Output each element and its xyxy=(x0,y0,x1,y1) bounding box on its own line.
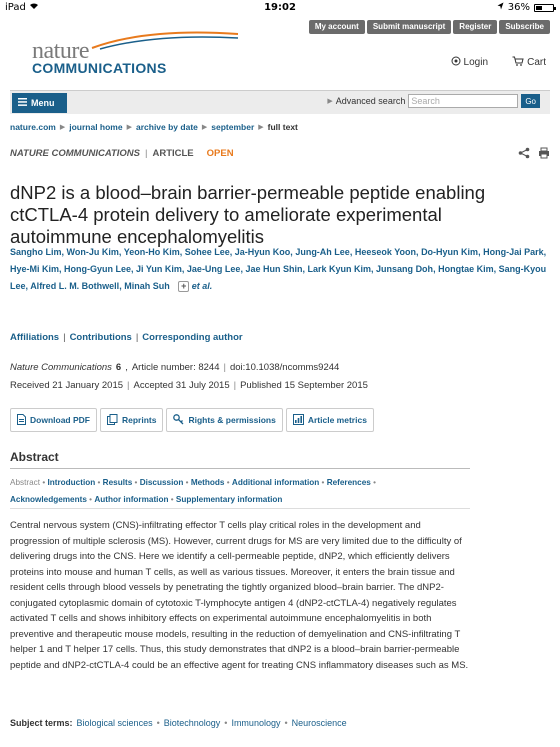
separator: | xyxy=(233,380,237,391)
battery-icon xyxy=(534,4,554,12)
author-link[interactable]: Sangho Lim xyxy=(10,247,62,257)
menu-button[interactable] xyxy=(12,93,67,113)
author-link[interactable]: Ji Yun Kim xyxy=(136,264,182,274)
register-link[interactable]: Register xyxy=(453,20,497,34)
section-nav xyxy=(10,474,480,508)
affiliations-link[interactable]: Affiliations xyxy=(10,332,60,343)
date-published: Published 15 September 2015 xyxy=(240,380,368,391)
separator: | xyxy=(127,380,130,391)
metrics-icon xyxy=(293,414,304,427)
breadcrumb-separator-icon: ▶ xyxy=(201,124,208,131)
abstract-text: Central nervous system (CNS)-infiltrating effector T cells play critical roles in the development and progression of multiple sclerosis (MS). However, current drugs for MS are very limited due to the difficulty of delivering drugs into the CNS. Here we identify a cell-permeable peptide, dNP2, which efficiently delivers proteins into mouse and human T cells, as well as various tissues. Moreover, it enters the brain tissue and resident cells through blood vessels by penetrating the tightly organized blood–brain barrier. The dNP2-conjugated cytoplasmic domain of cytotoxic T-lymphocyte antigen 4 (dNP2-ctCTLA-4) negatively regulates activated T cells and shows inhibitory effects on experimental autoimmune encephalomyelitis in both preventive and therapeutic mouse models, resulting in the reduction of demyelination and CNS-infiltrating T helper 1 and T helper 17 cells. Thus, this study demonstrates that dNP2 is a blood–brain barrier-permeable peptide and dNP2-ctCTLA-4 could be an effective agent for treating CNS inflammatory diseases such as MS. xyxy=(10,520,469,671)
section-divider xyxy=(10,508,470,509)
author-link[interactable]: Hong-Jai Park xyxy=(483,247,544,257)
key-icon xyxy=(173,414,184,427)
breadcrumb-archive[interactable]: archive by date xyxy=(135,122,198,132)
battery-status xyxy=(497,2,554,13)
login-label: Login xyxy=(463,57,488,68)
my-account-link[interactable]: My account xyxy=(309,20,365,34)
author-link[interactable]: Minah Suh xyxy=(124,281,170,291)
author-link[interactable]: Sang-Kyou Lee xyxy=(10,264,547,291)
date-line xyxy=(10,380,368,391)
section-nav-bullet: • xyxy=(97,478,101,487)
corresponding-author-link[interactable]: Corresponding author xyxy=(142,332,243,343)
reprints-button[interactable] xyxy=(100,408,163,432)
author-link[interactable]: Ja-Hyun Koo xyxy=(234,247,291,257)
author-link[interactable]: Do-Hyun Kim xyxy=(421,247,479,257)
ios-status-bar xyxy=(0,0,560,16)
section-nav-references[interactable]: References xyxy=(326,478,371,487)
breadcrumb-nature[interactable]: nature.com xyxy=(10,122,56,132)
print-icon[interactable] xyxy=(538,146,550,164)
subject-term-link[interactable]: Immunology xyxy=(231,718,281,728)
author-link[interactable]: Won-Ju Kim xyxy=(66,247,119,257)
author-link[interactable]: Junsang xyxy=(376,264,414,274)
rights-permissions-button[interactable] xyxy=(166,408,282,432)
search-area xyxy=(327,94,540,108)
section-nav-bullet: • xyxy=(373,478,376,487)
section-nav-author-information[interactable]: Author information xyxy=(94,495,169,504)
battery-percent: 36% xyxy=(507,2,530,13)
author-link[interactable]: Sohee Lee xyxy=(184,247,230,257)
author-link[interactable]: Alfred L. M. Bothwell xyxy=(30,281,120,291)
download-pdf-button[interactable] xyxy=(10,408,97,432)
open-access-badge: OPEN xyxy=(206,148,234,159)
subject-term-bullet: • xyxy=(284,718,288,728)
abstract-heading: Abstract xyxy=(10,450,59,464)
breadcrumb-current: full text xyxy=(267,122,298,132)
breadcrumb-separator-icon: ▶ xyxy=(258,124,264,131)
triangle-icon: ▶ xyxy=(327,98,333,105)
author-link[interactable]: Jung-Ah Lee xyxy=(295,247,350,257)
breadcrumb-september[interactable]: september xyxy=(211,122,255,132)
section-nav-discussion[interactable]: Discussion xyxy=(139,478,184,487)
logo-communications: COMMUNICATIONS xyxy=(32,60,167,76)
article-title: dNP2 is a blood–brain barrier-permeable peptide enabling ctCTLA-4 protein delivery to ameliorate experimental autoimmune encephalomyelitis xyxy=(10,182,486,247)
cart-icon xyxy=(512,56,524,69)
contributions-link[interactable]: Contributions xyxy=(69,332,132,343)
search-input[interactable] xyxy=(408,94,518,108)
citation-article-number: Article number: 8244 xyxy=(131,362,220,373)
citation-journal: Nature Communications xyxy=(10,362,112,373)
author-link[interactable]: Jae Hun Shin xyxy=(245,264,303,274)
subject-terms-label: Subject terms: xyxy=(10,718,73,728)
download-pdf-label: Download PDF xyxy=(30,415,90,425)
date-accepted: Accepted 31 July 2015 xyxy=(133,380,230,391)
article-metrics-button[interactable] xyxy=(286,408,374,432)
author-info-links xyxy=(10,332,243,343)
citation-doi: doi:10.1038/ncomms9244 xyxy=(229,362,340,373)
section-divider xyxy=(10,468,470,469)
reprints-label: Reprints xyxy=(121,415,157,425)
separator: | xyxy=(135,332,139,343)
section-nav-results[interactable]: Results xyxy=(102,478,133,487)
section-nav-bullet: • xyxy=(185,478,189,487)
section-nav-bullet: • xyxy=(170,495,174,504)
author-link[interactable]: Hye-Mi Kim xyxy=(10,264,60,274)
section-nav-acknowledgements[interactable]: Acknowledgements xyxy=(10,495,87,504)
subscribe-link[interactable]: Subscribe xyxy=(499,20,550,34)
citation-volume: 6 xyxy=(115,362,122,373)
device-name: iPad xyxy=(5,2,26,13)
author-link[interactable]: Lark Kyun Kim xyxy=(307,264,372,274)
journal-logo[interactable] xyxy=(32,40,167,76)
author-link[interactable]: Heeseok Yoon xyxy=(354,247,417,257)
section-nav-introduction[interactable]: Introduction xyxy=(47,478,96,487)
section-nav-additional-information[interactable]: Additional information xyxy=(231,478,320,487)
section-nav-methods[interactable]: Methods xyxy=(190,478,225,487)
login-icon xyxy=(451,56,461,69)
breadcrumb-separator-icon: ▶ xyxy=(126,124,132,131)
section-nav-bullet: • xyxy=(321,478,325,487)
subject-term-bullet: • xyxy=(156,718,160,728)
rights-permissions-label: Rights & permissions xyxy=(188,415,276,425)
author-link[interactable]: Hongtae Kim xyxy=(438,264,494,274)
share-tools xyxy=(518,146,550,164)
cart-button[interactable] xyxy=(512,56,546,69)
advanced-search-link[interactable]: Advanced search xyxy=(335,96,406,106)
top-nav xyxy=(309,20,550,34)
breadcrumb-journal-home[interactable]: journal home xyxy=(69,122,123,132)
subject-term-link[interactable]: Neuroscience xyxy=(291,718,347,728)
author-link[interactable]: Yeon-Ho Kim xyxy=(123,247,180,257)
share-icon[interactable] xyxy=(518,146,530,164)
et-al-link[interactable]: et al. xyxy=(191,281,213,291)
separator: | xyxy=(63,332,66,343)
section-nav-bullet: • xyxy=(226,478,230,487)
article-tools xyxy=(10,408,374,432)
search-go-button[interactable]: Go xyxy=(521,94,540,108)
hamburger-icon xyxy=(18,98,27,108)
subject-term-link[interactable]: Biotechnology xyxy=(163,718,221,728)
section-nav-bullet: • xyxy=(89,495,93,504)
author-link[interactable]: Jae-Ung Lee xyxy=(186,264,241,274)
pdf-icon xyxy=(17,414,26,427)
author-link[interactable]: Doh xyxy=(415,264,434,274)
breadcrumb-separator-icon: ▶ xyxy=(59,124,66,131)
reprints-icon xyxy=(107,414,118,427)
location-icon xyxy=(497,2,504,13)
section-nav-bullet: • xyxy=(42,478,46,487)
menu-label: Menu xyxy=(31,98,55,108)
separator: | xyxy=(223,362,226,373)
section-nav-supplementary-information[interactable]: Supplementary information xyxy=(175,495,283,504)
date-received: Received 21 January 2015 xyxy=(10,380,124,391)
clock: 19:02 xyxy=(264,2,296,13)
subject-term-link[interactable]: Biological sciences xyxy=(76,718,153,728)
subject-term-bullet: • xyxy=(224,718,228,728)
author-list: Sangho Lim, Won-Ju Kim, Yeon-Ho Kim, Sohee Lee, Ja-Hyun Koo, Jung-Ah Lee, Heeseok Yoon, Do-Hyun Kim, Hong-Jai Park, Hye-Mi Kim, Hong-Gyun Lee, Ji Yun Kim, Jae-Ung Lee, Jae Hun Shin, Lark Kyun Kim, Junsang Doh, Hongtae Kim, Sang-Kyou Lee, Alfred L. M. Bothwell, Minah Suh + et al. xyxy=(10,247,547,291)
article-meta xyxy=(10,148,234,159)
subject-terms xyxy=(10,718,347,728)
journal-name: NATURE COMMUNICATIONS xyxy=(10,148,140,159)
citation-line: Nature Communications 6 , Article number: 8244 | doi:10.1038/ncomms9244 xyxy=(10,362,340,373)
meta-separator: | xyxy=(145,148,148,159)
expand-authors-icon[interactable]: + xyxy=(178,281,189,292)
breadcrumb xyxy=(10,122,298,132)
logo-nature: nature xyxy=(32,38,89,64)
submit-manuscript-link[interactable]: Submit manuscript xyxy=(367,20,451,34)
section-nav-current: Abstract xyxy=(10,478,41,487)
cart-label: Cart xyxy=(527,57,546,68)
section-nav-bullet: • xyxy=(134,478,138,487)
menu-bar xyxy=(10,90,550,114)
author-link[interactable]: Hong-Gyun Lee xyxy=(64,264,132,274)
login-button[interactable] xyxy=(451,56,488,69)
article-type: ARTICLE xyxy=(152,148,194,159)
site-header xyxy=(10,16,550,90)
article-metrics-label: Article metrics xyxy=(307,415,367,425)
